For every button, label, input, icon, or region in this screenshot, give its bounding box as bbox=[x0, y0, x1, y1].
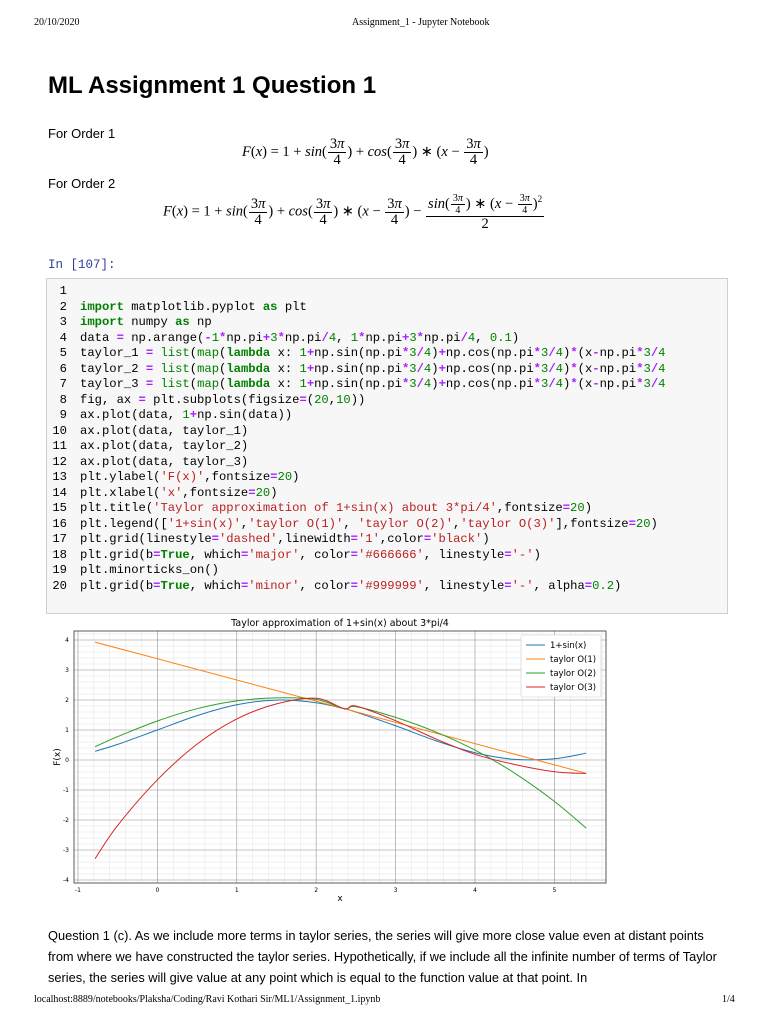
line-number: 17 bbox=[52, 532, 67, 546]
legend-label: taylor O(3) bbox=[550, 683, 597, 693]
line-number: 8 bbox=[59, 392, 67, 407]
x-tick-label: 2 bbox=[314, 887, 319, 894]
y-tick-label: -4 bbox=[63, 877, 69, 884]
y-axis-label: F(x) bbox=[53, 748, 63, 766]
code-line[interactable]: 15 plt.title('Taylor approximation of 1+sin(x) about 3*pi/4',fontsize=20) bbox=[47, 501, 666, 517]
y-tick-label: 2 bbox=[65, 697, 69, 704]
x-tick-label: 5 bbox=[552, 887, 557, 894]
chart-title: Taylor approximation of 1+sin(x) about 3*pi/4 bbox=[231, 618, 449, 629]
line-number: 7 bbox=[59, 377, 67, 391]
code-editor[interactable] bbox=[47, 284, 666, 594]
legend-label: taylor O(2) bbox=[550, 669, 597, 679]
taylor-chart bbox=[48, 615, 632, 909]
y-tick-label: -1 bbox=[63, 787, 69, 794]
order1-equation: F(x) = 1 + sin( $\frac{3\pi}{4}$ ) + cos( $\frac{3\pi}{4}$ ) ∗ (x − $\frac{3\pi}{4}$ ) bbox=[242, 136, 489, 168]
code-line[interactable] bbox=[47, 284, 666, 300]
code-line[interactable]: 2 import matplotlib.pyplot as plt bbox=[47, 300, 666, 316]
line-number: 19 bbox=[52, 563, 67, 577]
x-tick-label: 1 bbox=[234, 887, 239, 894]
print-date: 20/10/2020 bbox=[34, 17, 80, 28]
series-line bbox=[95, 698, 586, 859]
code-line[interactable]: 17 plt.grid(linestyle='dashed',linewidth='1',color='black') bbox=[47, 532, 666, 548]
line-number: 18 bbox=[52, 547, 67, 562]
x-axis-label: x bbox=[337, 894, 343, 904]
notebook-heading: ML Assignment 1 Question 1 bbox=[48, 72, 377, 99]
code-line[interactable]: 19 plt.minorticks_on() bbox=[47, 563, 666, 579]
code-line[interactable]: 3 import numpy as np bbox=[47, 315, 666, 331]
line-number: 10 bbox=[52, 423, 67, 438]
y-tick-label: 4 bbox=[65, 637, 69, 644]
line-number: 12 bbox=[52, 454, 67, 469]
answer-paragraph: Question 1 (c). As we include more terms in taylor series, the series will give more close value even at distant points from where we have constructed the taylor series. Hypothetically, if we include all the infinite number of terms of Taylor series, the series will give value at any point which is equal to the function value at that point. In bbox=[48, 928, 717, 985]
line-number: 16 bbox=[52, 516, 67, 531]
code-line[interactable]: 12 ax.plot(data, taylor_3) bbox=[47, 455, 666, 471]
code-line[interactable]: 11 ax.plot(data, taylor_2) bbox=[47, 439, 666, 455]
code-cell[interactable] bbox=[46, 278, 728, 614]
y-tick-label: 3 bbox=[65, 667, 69, 674]
code-line[interactable]: 4 data = np.arange(-1*np.pi+3*np.pi/4, 1*np.pi+3*np.pi/4, 0.1) bbox=[47, 331, 666, 347]
order2-label: For Order 2 bbox=[48, 176, 116, 191]
line-number: 11 bbox=[52, 439, 67, 453]
code-line[interactable]: 8 fig, ax = plt.subplots(figsize=(20,10)) bbox=[47, 393, 666, 409]
code-line[interactable]: 10 ax.plot(data, taylor_1) bbox=[47, 424, 666, 440]
x-tick-label: -1 bbox=[74, 887, 81, 894]
legend-label: 1+sin(x) bbox=[550, 641, 587, 651]
x-tick-label: 0 bbox=[155, 887, 160, 894]
code-line[interactable]: 5 taylor_1 = list(map(lambda x: 1+np.sin(np.pi*3/4)+np.cos(np.pi*3/4)*(x-np.pi*3/4 bbox=[47, 346, 666, 362]
line-number: 1 bbox=[59, 284, 67, 298]
line-number: 6 bbox=[59, 361, 67, 376]
code-line[interactable]: 6 taylor_2 = list(map(lambda x: 1+np.sin(np.pi*3/4)+np.cos(np.pi*3/4)*(x-np.pi*3/4 bbox=[47, 362, 666, 378]
code-line[interactable]: 9 ax.plot(data, 1+np.sin(data)) bbox=[47, 408, 666, 424]
line-number: 2 bbox=[59, 299, 67, 314]
code-line[interactable]: 14 plt.xlabel('x',fontsize=20) bbox=[47, 486, 666, 502]
code-line[interactable]: 13 plt.ylabel('F(x)',fontsize=20) bbox=[47, 470, 666, 486]
line-number: 20 bbox=[52, 578, 67, 593]
code-line[interactable]: 16 plt.legend(['1+sin(x)','taylor O(1)', 'taylor O(2)','taylor O(3)'],fontsize=20) bbox=[47, 517, 666, 533]
y-tick-label: 1 bbox=[65, 727, 69, 734]
line-number: 14 bbox=[52, 485, 67, 500]
print-url: localhost:8889/notebooks/Plaksha/Coding/Ravi Kothari Sir/ML1/Assignment_1.ipynb bbox=[34, 994, 381, 1005]
code-line[interactable]: 18 plt.grid(b=True, which='major', color='#666666', linestyle='-') bbox=[47, 548, 666, 564]
x-tick-label: 4 bbox=[473, 887, 477, 894]
series-line bbox=[95, 698, 586, 828]
code-line[interactable]: 20 plt.grid(b=True, which='minor', color='#999999', linestyle='-', alpha=0.2) bbox=[47, 579, 666, 595]
y-tick-label: -2 bbox=[63, 817, 69, 824]
line-number: 5 bbox=[59, 346, 67, 360]
line-number: 13 bbox=[52, 470, 67, 484]
print-page-number: 1/4 bbox=[722, 994, 735, 1005]
line-number: 3 bbox=[59, 315, 67, 329]
y-tick-label: 0 bbox=[65, 757, 69, 764]
order2-equation: F(x) = 1 + sin( $\frac{3\pi}{4}$ ) + cos( $\frac{3\pi}{4}$ ) ∗ (x − $\frac{3\pi}{4}$ ) − sin( $\frac{3\pi}{4}$ ) ∗ (x − $\frac{3\pi}{4}$ )$^2$ 2 bbox=[163, 193, 543, 232]
cell-prompt: In [107]: bbox=[48, 258, 116, 272]
line-number: 15 bbox=[52, 501, 67, 515]
legend-label: taylor O(1) bbox=[550, 655, 597, 665]
code-line[interactable]: 7 taylor_3 = list(map(lambda x: 1+np.sin(np.pi*3/4)+np.cos(np.pi*3/4)*(x-np.pi*3/4 bbox=[47, 377, 666, 393]
y-tick-label: -3 bbox=[63, 847, 69, 854]
x-tick-label: 3 bbox=[393, 887, 398, 894]
line-number: 9 bbox=[59, 408, 67, 422]
print-page-title: Assignment_1 - Jupyter Notebook bbox=[352, 17, 490, 28]
order1-label: For Order 1 bbox=[48, 126, 116, 141]
line-number: 4 bbox=[59, 330, 67, 345]
